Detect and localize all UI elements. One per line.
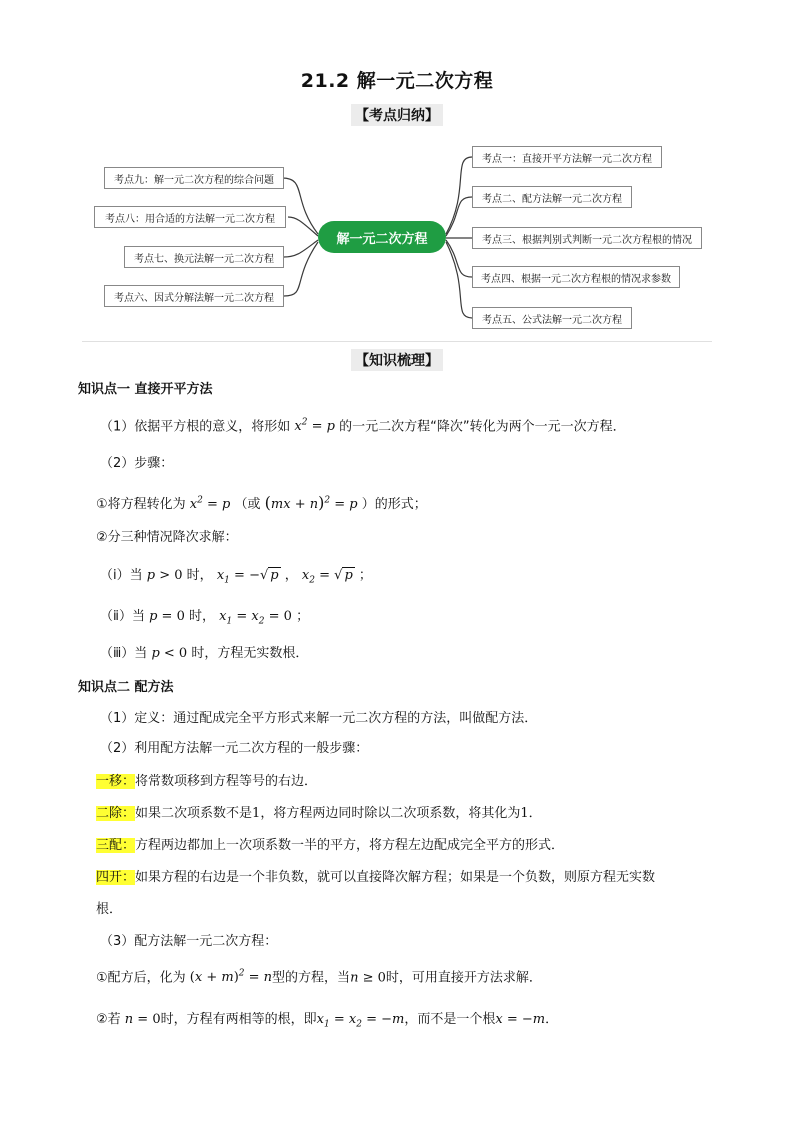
k2-para-2: （2）利用配方法解一元二次方程的一般步骤： [100,741,369,756]
link-left-3 [284,240,318,257]
mind-map-node-2: 考点二、配方法解一元二次方程 [472,186,632,208]
mind-map [82,130,712,342]
k1-para-1: （1）依据平方根的意义，将形如 $x^2 = p$ 的一元二次方程“降次”转化为两个一元一次方程． [100,418,626,435]
formula-x2-eq-p: $x^2 = p$ [294,418,335,435]
k2-step-3: 三配：方程两边都加上一次项系数一半的平方，将方程左边配成完全平方的形式． [96,838,565,853]
sqrt-icon: √ p [259,568,279,583]
mind-map-center: 解一元二次方程 [318,221,446,253]
section-tag-summary-label: 【考点归纳】 [351,104,443,126]
section-tag-knowledge-label: 【知识梳理】 [351,349,443,371]
k2-rule-2: ②若 n = 0时，方程有两相等的根，即$x_1 = x_2 = -m$，而不是一个根x = −m． [96,1012,559,1030]
k1-para-2: （2）步骤： [100,456,174,471]
k2-step-2: 二除：如果二次项系数不是1，将方程两边同时除以二次项系数，将其化为1． [96,806,542,821]
mind-map-node-9: 考点九：解一元二次方程的综合问题 [104,167,284,189]
formula-mx-n-sq: (mx + n)$^2$ = p [264,493,358,512]
mind-map-node-4: 考点四、根据一元二次方程根的情况求参数 [472,266,680,288]
mind-map-node-1: 考点一：直接开平方法解一元二次方程 [472,146,662,168]
k1-heading: 知识点一 直接开平方法 [78,382,213,397]
highlight-step-1: 一移： [96,774,136,789]
section-tag-summary [0,104,794,126]
link-right-4 [446,240,472,277]
link-right-2 [446,197,472,236]
mind-map-node-8: 考点八：用合适的方法解一元二次方程 [94,206,286,228]
k2-rule-1: ①配方后，化为 $(x + m)^2 = n$型的方程，当n ≥ 0时，可用直接开方法求解． [96,969,542,986]
formula-x2-eq-p-2: $x^2 = p$ [189,495,231,512]
link-left-1 [282,178,318,234]
link-right-1 [446,157,472,234]
k1-case-1: （ⅰ）当 p > 0 时， $x_1$ = −√ p ， $x_2$ = √ p ； [100,568,372,586]
page-title: 21.2 解一元二次方程 [300,70,494,92]
k2-para-3: （3）配方法解一元二次方程： [100,934,278,949]
section-tag-knowledge [0,349,794,371]
mind-map-node-5: 考点五、公式法解一元二次方程 [472,307,632,329]
k2-step-4: 四开：如果方程的右边是一个非负数，就可以直接降次解方程；如果是一个负数，则原方程无实数 [96,870,656,885]
mind-map-node-7: 考点七、换元法解一元二次方程 [124,246,284,268]
k2-step-4-cont: 根． [96,902,123,917]
mind-map-node-6: 考点六、因式分解法解一元二次方程 [104,285,284,307]
k1-case-2: （ⅱ）当 p = 0 时， $x_1 = x_2 = 0$ ； [100,609,310,627]
k1-step-2: ②分三种情况降次求解： [96,530,238,545]
highlight-step-4: 四开： [96,870,136,885]
mind-map-node-3: 考点三、根据判别式判断一元二次方程根的情况 [472,227,702,249]
k2-para-1: （1）定义：通过配成完全平方形式来解一元二次方程的方法，叫做配方法． [100,711,538,726]
k1-step-1: ①将方程转化为 $x^2 = p$ （或 (mx + n)$^2$ = p ）的形式； [96,493,427,512]
formula-x-plus-m-sq: $(x + m)^2 = n$ [189,969,273,986]
link-right-5 [446,242,472,318]
k1-case-3: （ⅲ）当 p < 0 时，方程无实数根． [100,646,309,661]
link-left-2 [288,217,318,236]
link-left-4 [284,242,318,296]
highlight-step-3: 三配： [96,838,136,853]
k2-step-1: 一移：将常数项移到方程等号的右边． [96,774,318,789]
k2-heading: 知识点二 配方法 [78,680,174,695]
highlight-step-2: 二除： [96,806,136,821]
